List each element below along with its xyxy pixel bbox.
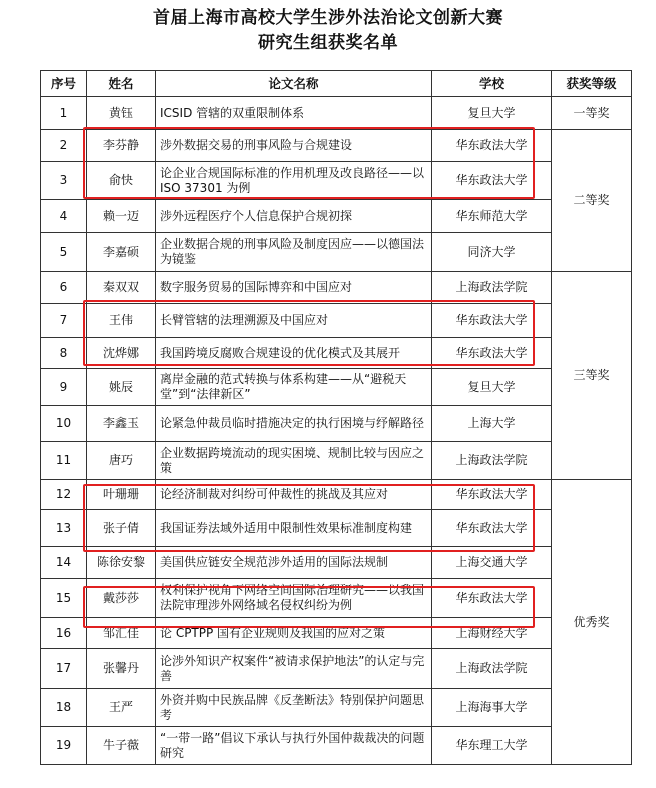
school-name: 华东理工大学 <box>432 727 552 765</box>
author-name: 王严 <box>87 689 156 727</box>
row-number: 3 <box>41 162 87 200</box>
row-number: 7 <box>41 304 87 338</box>
school-name: 上海财经大学 <box>432 618 552 649</box>
award-level: 优秀奖 <box>552 480 632 765</box>
table-row <box>41 618 632 649</box>
author-name: 张子倩 <box>87 510 156 547</box>
row-number: 12 <box>41 480 87 510</box>
awards-table <box>40 70 632 765</box>
page-subtitle: 研究生组获奖名单 <box>258 33 398 53</box>
paper-title: 数字服务贸易的国际博弈和中国应对 <box>156 272 432 304</box>
table-row <box>41 369 632 406</box>
row-number: 13 <box>41 510 87 547</box>
table-row <box>41 442 632 480</box>
table-header-row <box>41 71 632 97</box>
paper-title: 论 CPTPP 国有企业规则及我国的应对之策 <box>156 618 432 649</box>
row-number: 18 <box>41 689 87 727</box>
table-row <box>41 689 632 727</box>
author-name: 俞快 <box>87 162 156 200</box>
paper-title: 权利保护视角下网络空间国际治理研究——以我国法院审理涉外网络域名侵权纠纷为例 <box>156 579 432 618</box>
school-name: 上海政法学院 <box>432 272 552 304</box>
award-level: 一等奖 <box>552 97 632 130</box>
school-name: 复旦大学 <box>432 369 552 406</box>
school-name: 上海政法学院 <box>432 649 552 689</box>
page-title: 首届上海市高校大学生涉外法治论文创新大赛 <box>153 8 503 28</box>
paper-title: 离岸金融的范式转换与体系构建——从“避税天堂”到“法律新区” <box>156 369 432 406</box>
author-name: 唐巧 <box>87 442 156 480</box>
row-number: 17 <box>41 649 87 689</box>
author-name: 牛子薇 <box>87 727 156 765</box>
row-number: 2 <box>41 130 87 162</box>
table-row <box>41 233 632 272</box>
table-row <box>41 130 632 162</box>
school-name: 华东政法大学 <box>432 162 552 200</box>
row-number: 6 <box>41 272 87 304</box>
author-name: 张馨丹 <box>87 649 156 689</box>
author-name: 李嘉硕 <box>87 233 156 272</box>
school-name: 上海政法学院 <box>432 442 552 480</box>
author-name: 王伟 <box>87 304 156 338</box>
table-row <box>41 200 632 233</box>
column-header-award: 获奖等级 <box>552 71 632 97</box>
column-header-name: 姓名 <box>87 71 156 97</box>
row-number: 11 <box>41 442 87 480</box>
table-row <box>41 272 632 304</box>
paper-title: 论经济制裁对纠纷可仲裁性的挑战及其应对 <box>156 480 432 510</box>
school-name: 华东政法大学 <box>432 510 552 547</box>
table-row <box>41 97 632 130</box>
row-number: 1 <box>41 97 87 130</box>
author-name: 戴莎莎 <box>87 579 156 618</box>
column-header-school: 学校 <box>432 71 552 97</box>
author-name: 叶珊珊 <box>87 480 156 510</box>
author-name: 赖一迈 <box>87 200 156 233</box>
school-name: 上海海事大学 <box>432 689 552 727</box>
school-name: 上海大学 <box>432 406 552 442</box>
table-row <box>41 510 632 547</box>
row-number: 9 <box>41 369 87 406</box>
paper-title: 涉外数据交易的刑事风险与合规建设 <box>156 130 432 162</box>
paper-title: 涉外远程医疗个人信息保护合规初探 <box>156 200 432 233</box>
paper-title: ICSID 管辖的双重限制体系 <box>156 97 432 130</box>
paper-title: 我国证券法域外适用中限制性效果标准制度构建 <box>156 510 432 547</box>
paper-title: 论企业合规国际标准的作用机理及改良路径——以 ISO 37301 为例 <box>156 162 432 200</box>
table-row <box>41 579 632 618</box>
author-name: 邹汇佳 <box>87 618 156 649</box>
school-name: 华东师范大学 <box>432 200 552 233</box>
paper-title: 外资并购中民族品牌《反垄断法》特别保护问题思考 <box>156 689 432 727</box>
school-name: 同济大学 <box>432 233 552 272</box>
table-row <box>41 649 632 689</box>
author-name: 秦双双 <box>87 272 156 304</box>
row-number: 5 <box>41 233 87 272</box>
school-name: 华东政法大学 <box>432 480 552 510</box>
author-name: 李芬静 <box>87 130 156 162</box>
table-row <box>41 480 632 510</box>
paper-title: 论紧急仲裁员临时措施决定的执行困境与纾解路径 <box>156 406 432 442</box>
paper-title: 论涉外知识产权案件“被请求保护地法”的认定与完善 <box>156 649 432 689</box>
column-header-title: 论文名称 <box>156 71 432 97</box>
table-row <box>41 162 632 200</box>
row-number: 19 <box>41 727 87 765</box>
paper-title: 企业数据合规的刑事风险及制度因应——以德国法为镜鉴 <box>156 233 432 272</box>
author-name: 姚辰 <box>87 369 156 406</box>
school-name: 华东政法大学 <box>432 338 552 369</box>
paper-title: 我国跨境反腐败合规建设的优化模式及其展开 <box>156 338 432 369</box>
row-number: 4 <box>41 200 87 233</box>
table-row <box>41 727 632 765</box>
paper-title: “一带一路”倡议下承认与执行外国仲裁裁决的问题研究 <box>156 727 432 765</box>
table-row <box>41 338 632 369</box>
row-number: 15 <box>41 579 87 618</box>
award-level: 二等奖 <box>552 130 632 272</box>
row-number: 16 <box>41 618 87 649</box>
paper-title: 企业数据跨境流动的现实困境、规制比较与因应之策 <box>156 442 432 480</box>
school-name: 华东政法大学 <box>432 304 552 338</box>
school-name: 复旦大学 <box>432 97 552 130</box>
row-number: 8 <box>41 338 87 369</box>
author-name: 黄钰 <box>87 97 156 130</box>
award-level: 三等奖 <box>552 272 632 480</box>
column-header-no: 序号 <box>41 71 87 97</box>
table-row <box>41 304 632 338</box>
table-row <box>41 406 632 442</box>
school-name: 华东政法大学 <box>432 130 552 162</box>
table-row <box>41 547 632 579</box>
paper-title: 美国供应链安全规范涉外适用的国际法规制 <box>156 547 432 579</box>
school-name: 华东政法大学 <box>432 579 552 618</box>
paper-title: 长臂管辖的法理溯源及中国应对 <box>156 304 432 338</box>
author-name: 李鑫玉 <box>87 406 156 442</box>
row-number: 10 <box>41 406 87 442</box>
author-name: 陈徐安黎 <box>87 547 156 579</box>
row-number: 14 <box>41 547 87 579</box>
school-name: 上海交通大学 <box>432 547 552 579</box>
author-name: 沈烨娜 <box>87 338 156 369</box>
